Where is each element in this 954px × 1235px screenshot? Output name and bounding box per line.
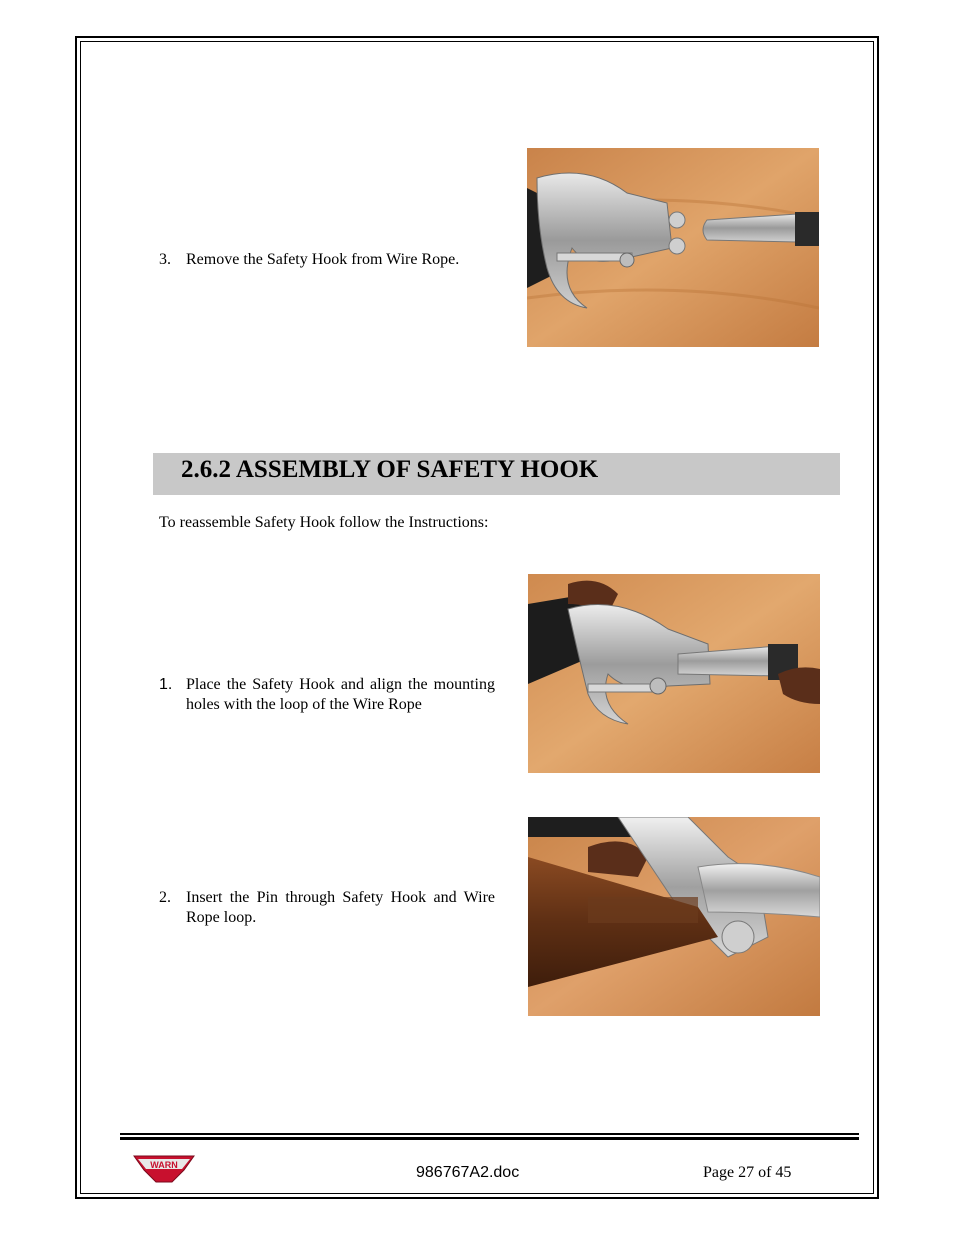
photo-hook-align xyxy=(528,574,820,773)
step-text: Remove the Safety Hook from Wire Rope. xyxy=(186,251,460,268)
section-intro: To reassemble Safety Hook follow the Instructions: xyxy=(159,514,489,531)
doc-filename: 986767A2.doc xyxy=(416,1164,520,1181)
warn-logo xyxy=(132,1154,196,1184)
photo-hook-removed xyxy=(527,148,819,347)
section-heading-bar xyxy=(153,453,840,495)
step-number: 1. xyxy=(159,676,173,693)
step-text: Insert the Pin through Safety Hook and Wire Rope loop. xyxy=(186,889,495,926)
logo-text: WARN xyxy=(150,1160,178,1170)
footer-rule xyxy=(120,1133,859,1135)
step-number: 2. xyxy=(159,889,171,906)
section-title: 2.6.2 ASSEMBLY OF SAFETY HOOK xyxy=(181,456,599,483)
photo-insert-pin xyxy=(528,817,820,1016)
step-number: 3. xyxy=(159,251,171,268)
page-number: Page 27 of 45 xyxy=(703,1164,792,1181)
step-text: Place the Safety Hook and align the mounting holes with the loop of the Wire Rope xyxy=(186,676,495,713)
footer-rule xyxy=(120,1137,859,1140)
